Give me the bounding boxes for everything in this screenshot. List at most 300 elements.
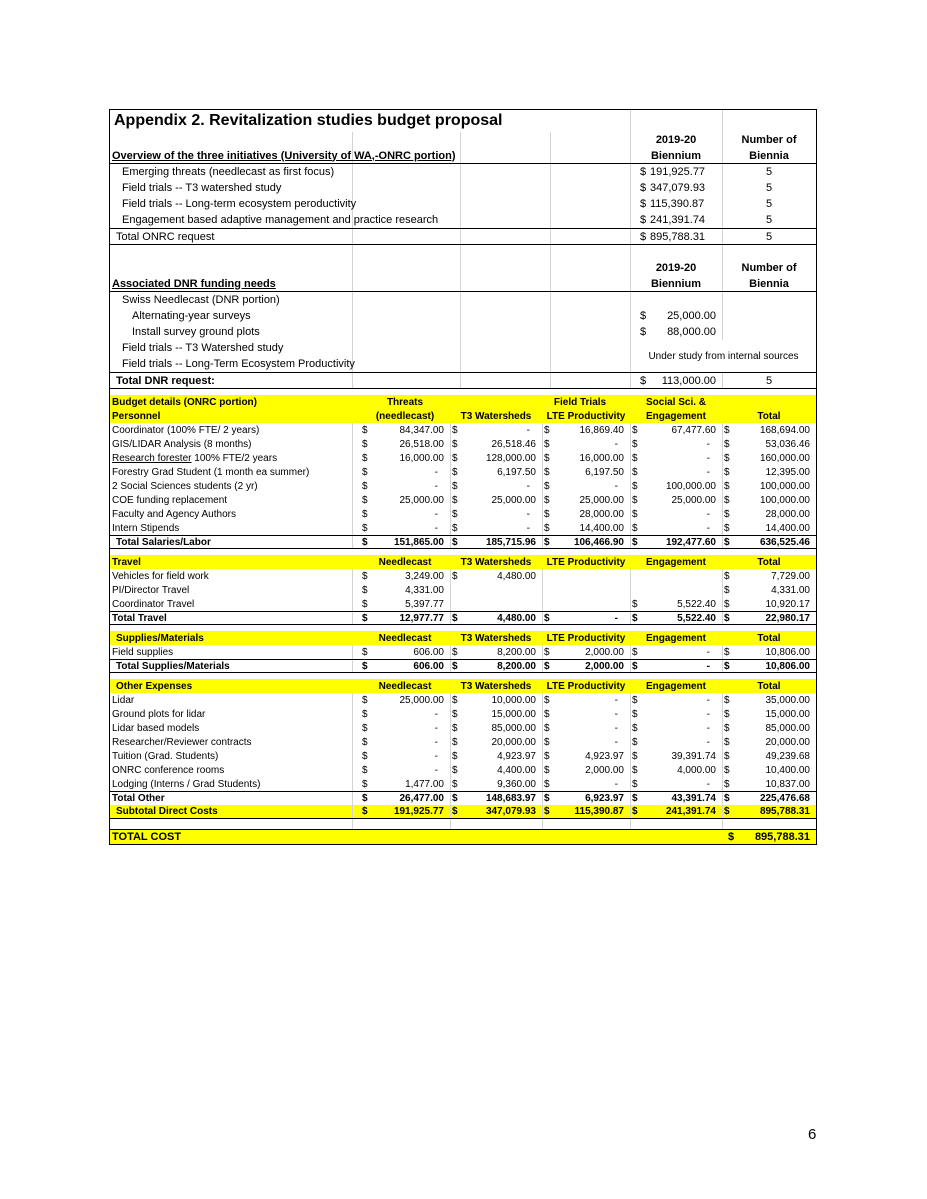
grid-line: [550, 132, 551, 148]
amount: 16,869.40: [579, 424, 624, 436]
row-label: Ground plots for lidar: [112, 708, 206, 720]
amount: 185,715.96: [485, 536, 536, 548]
grid-line: [550, 308, 551, 324]
amount: 12,395.00: [765, 466, 810, 478]
dollar-sign: $: [362, 494, 368, 506]
amount: -: [434, 764, 438, 776]
amount: 5,522.40: [677, 598, 716, 610]
grid-line: [352, 763, 353, 777]
dollar-sign: $: [632, 750, 638, 762]
dollar-sign: $: [640, 310, 647, 322]
dollar-sign: $: [362, 452, 368, 464]
other-row: [110, 749, 816, 763]
other-row: [110, 777, 816, 791]
amount: 4,480.00: [497, 612, 536, 624]
dollar-sign: $: [640, 214, 647, 226]
amount: 160,000.00: [759, 452, 810, 464]
row-label: Faculty and Agency Authors: [112, 508, 236, 520]
amount: 39,391.74: [671, 750, 716, 762]
dollar-sign: $: [544, 646, 550, 658]
amount: -: [614, 438, 618, 450]
grid-line: [352, 721, 353, 735]
grid-line: [630, 308, 631, 324]
amount: 100,000.00: [759, 480, 810, 492]
other-col-header: LTE Productivity: [546, 680, 626, 692]
amount: 14,400.00: [579, 522, 624, 534]
dollar-sign: $: [724, 646, 730, 658]
amount: 16,000.00: [399, 452, 444, 464]
other-row: [110, 721, 816, 735]
amount: -: [526, 522, 530, 534]
title: Appendix 2. Revitalization studies budget proposal: [114, 112, 503, 129]
grid-line: [630, 229, 631, 244]
dollar-sign: $: [452, 660, 458, 672]
dnr-total: [110, 372, 816, 389]
personnel-total: [110, 535, 816, 549]
grid-line: [352, 451, 353, 465]
dnr-number-header: Number of: [741, 262, 797, 274]
amount: -: [614, 612, 618, 624]
row-label: Lidar: [112, 694, 135, 706]
row-label: Total Supplies/Materials: [116, 660, 230, 672]
dollar-sign: $: [544, 508, 550, 520]
overview-header-2: [110, 148, 816, 164]
dollar-sign: $: [544, 806, 550, 817]
dollar-sign: $: [544, 522, 550, 534]
dollar-sign: $: [724, 722, 730, 734]
grid-line: [630, 324, 631, 340]
grid-line: [550, 373, 551, 388]
supplies-total: [110, 659, 816, 673]
dollar-sign: $: [724, 750, 730, 762]
grid-line: [630, 110, 631, 132]
dollar-sign: $: [724, 778, 730, 790]
amount: 15,000.00: [765, 708, 810, 720]
amount: -: [526, 480, 530, 492]
amount: 4,000.00: [677, 764, 716, 776]
row-label: Coordinator Travel: [112, 598, 195, 610]
dollar-sign: $: [544, 750, 550, 762]
travel-row: [110, 569, 816, 583]
budget-header-1: [110, 395, 816, 409]
amount: -: [434, 508, 438, 520]
amount: 15,000.00: [491, 708, 536, 720]
initiative-label: Emerging threats (needlecast as first focus): [122, 166, 335, 178]
amount: -: [706, 508, 710, 520]
amount: -: [434, 466, 438, 478]
grid-line: [630, 212, 631, 228]
amount: 128,000.00: [485, 452, 536, 464]
amount: 25,000.00: [399, 494, 444, 506]
row-label: Total Salaries/Labor: [116, 536, 211, 548]
dollar-sign: $: [362, 806, 368, 817]
amount: 22,980.17: [765, 612, 810, 624]
overview-total: [110, 228, 816, 244]
spacer-row: [110, 244, 816, 260]
travel-col-header: LTE Productivity: [546, 556, 626, 568]
row-label: Coordinator (100% FTE/ 2 years): [112, 424, 260, 436]
amount: -: [434, 480, 438, 492]
amount: 4,331.00: [405, 584, 444, 596]
amount: 8,200.00: [497, 646, 536, 658]
row-label-underlined: Research forester: [112, 452, 192, 464]
amount: -: [434, 722, 438, 734]
amount: -: [434, 522, 438, 534]
dollar-sign: $: [632, 646, 638, 658]
amount: -: [614, 480, 618, 492]
total-dnr-amount: 113,000.00: [661, 374, 716, 387]
dnr-header-1: [110, 260, 816, 276]
dollar-sign: $: [544, 708, 550, 720]
travel-col-header: Engagement: [645, 556, 706, 568]
amount: 106,466.90: [573, 536, 624, 548]
supplies-col-header: LTE Productivity: [546, 632, 626, 644]
grid-line: [722, 819, 723, 829]
dnr-number-header-2: Biennia: [749, 277, 789, 290]
amount: 3,249.00: [405, 570, 444, 582]
grid-line: [352, 569, 353, 583]
dollar-sign: $: [362, 778, 368, 790]
row-label: COE funding replacement: [112, 494, 228, 506]
grid-line: [352, 777, 353, 791]
dollar-sign: $: [724, 480, 730, 492]
initiative-amount: 347,079.93: [650, 182, 706, 194]
amount: -: [614, 708, 618, 720]
dollar-sign: $: [632, 508, 638, 520]
page-number: 6: [808, 1126, 817, 1143]
grid-line: [550, 229, 551, 244]
overview-row: [110, 212, 816, 228]
amount: 84,347.00: [399, 424, 444, 436]
initiative-biennia: 5: [765, 182, 773, 194]
amount: 100,000.00: [759, 494, 810, 506]
swiss-label: Swiss Needlecast (DNR portion): [122, 294, 280, 306]
grid-line: [460, 373, 461, 388]
total-header: Total: [757, 410, 781, 422]
other-total: [110, 791, 816, 805]
dollar-sign: $: [362, 424, 368, 436]
amount: 241,391.74: [665, 806, 716, 817]
amount: 25,000.00: [579, 494, 624, 506]
dollar-sign: $: [362, 612, 368, 624]
personnel-row: [110, 493, 816, 507]
travel-heading: Travel: [112, 556, 141, 568]
dollar-sign: $: [452, 646, 458, 658]
dollar-sign: $: [544, 694, 550, 706]
amount: 1,477.00: [405, 778, 444, 790]
dollar-sign: $: [544, 494, 550, 506]
other-row: [110, 763, 816, 777]
dollar-sign: $: [452, 612, 458, 624]
dollar-sign: $: [452, 708, 458, 720]
dollar-sign: $: [632, 536, 638, 548]
amount: -: [706, 452, 710, 464]
overview-header-1: [110, 132, 816, 148]
grid-line: [550, 276, 551, 291]
travel-col-header: Needlecast: [378, 556, 432, 568]
amount: 25,000.00: [491, 494, 536, 506]
dnr-heading: Associated DNR funding needs: [112, 277, 276, 290]
grid-line: [630, 583, 631, 597]
other-row: [110, 707, 816, 721]
grid-line: [630, 180, 631, 196]
dollar-sign: $: [640, 182, 647, 194]
amount: 35,000.00: [765, 694, 810, 706]
amount: -: [706, 660, 710, 672]
dollar-sign: $: [452, 438, 458, 450]
dollar-sign: $: [452, 722, 458, 734]
initiative-amount: 241,391.74: [650, 214, 706, 226]
amount: 4,923.97: [497, 750, 536, 762]
dollar-sign: $: [724, 694, 730, 706]
grid-line: [450, 819, 451, 829]
dollar-sign: $: [724, 660, 730, 672]
field-trials-header: Field Trials: [553, 396, 607, 408]
other-col-header: Total: [757, 680, 781, 692]
amount: 100,000.00: [665, 480, 716, 492]
dollar-sign: $: [452, 466, 458, 478]
row-label: Total Other: [112, 793, 165, 804]
dollar-sign: $: [632, 736, 638, 748]
budget-sheet: [109, 109, 817, 845]
budget-header-2: [110, 409, 816, 423]
amount: 10,806.00: [765, 660, 810, 672]
grid-line: [352, 521, 353, 535]
travel-header: [110, 555, 816, 569]
grid-line: [630, 196, 631, 212]
dollar-sign: $: [632, 452, 638, 464]
amount: 606.00: [413, 660, 444, 672]
amount: 10,837.00: [765, 778, 810, 790]
grid-line: [630, 819, 631, 829]
needlecast-header: (needlecast): [375, 410, 435, 422]
amount: 28,000.00: [579, 508, 624, 520]
amount: 225,476.68: [759, 793, 810, 804]
personnel-row: [110, 507, 816, 521]
amount: 28,000.00: [765, 508, 810, 520]
t3-label: Field trials -- T3 Watershed study: [122, 342, 284, 354]
grid-line: [352, 507, 353, 521]
amount: -: [706, 778, 710, 790]
amount: 43,391.74: [671, 793, 716, 804]
grid-line: [722, 324, 723, 340]
amount: 53,036.46: [765, 438, 810, 450]
dollar-sign: $: [544, 452, 550, 464]
dollar-sign: $: [544, 536, 550, 548]
initiative-biennia: 5: [765, 198, 773, 210]
row-label: Researcher/Reviewer contracts: [112, 736, 252, 748]
dollar-sign: $: [362, 708, 368, 720]
dollar-sign: $: [728, 831, 735, 843]
dollar-sign: $: [724, 708, 730, 720]
amount: 4,400.00: [497, 764, 536, 776]
grid-line: [352, 260, 353, 276]
t3-header: T3 Watersheds: [460, 410, 532, 422]
row-label: Tuition (Grad. Students): [112, 750, 219, 762]
budget-section-heading: Budget details (ONRC portion): [112, 396, 257, 408]
amount: 16,000.00: [579, 452, 624, 464]
amount: 9,360.00: [497, 778, 536, 790]
amount: 49,239.68: [765, 750, 810, 762]
dollar-sign: $: [632, 438, 638, 450]
title-row: [110, 110, 816, 132]
row-label: Lidar based models: [112, 722, 200, 734]
overview-heading: Overview of the three initiatives (University of WA,-ONRC portion): [112, 149, 456, 162]
dollar-sign: $: [632, 480, 638, 492]
supplies-col-header: Needlecast: [378, 632, 432, 644]
total-onrc-amount: 895,788.31: [650, 230, 706, 243]
subtotal-row: [110, 805, 816, 819]
dollar-sign: $: [452, 570, 458, 582]
other-row: [110, 693, 816, 707]
dnr-biennium-header: 2019-20: [655, 262, 697, 274]
amount: 25,000.00: [399, 694, 444, 706]
amount: 67,477.60: [671, 424, 716, 436]
travel-col-header: Total: [757, 556, 781, 568]
dollar-sign: $: [544, 466, 550, 478]
amount: 20,000.00: [491, 736, 536, 748]
row-label-rest: 100% FTE/2 years: [191, 452, 278, 464]
dollar-sign: $: [724, 736, 730, 748]
dollar-sign: $: [362, 646, 368, 658]
number-header-2: Biennia: [749, 149, 789, 162]
grid-line: [550, 292, 551, 308]
total-dnr-label: Total DNR request:: [116, 374, 215, 387]
travel-col-header: T3 Watersheds: [460, 556, 532, 568]
amount: -: [706, 466, 710, 478]
row-label: [112, 451, 352, 465]
personnel-row: [110, 465, 816, 479]
initiative-amount: 191,925.77: [650, 166, 706, 178]
amount: 26,477.00: [399, 793, 444, 804]
other-heading: Other Expenses: [116, 680, 193, 692]
amount: 4,480.00: [497, 570, 536, 582]
amount: 151,865.00: [393, 536, 444, 548]
dollar-sign: $: [362, 736, 368, 748]
dollar-sign: $: [452, 750, 458, 762]
amount: 10,806.00: [765, 646, 810, 658]
dollar-sign: $: [544, 612, 550, 624]
total-cost-amount: 895,788.31: [754, 831, 810, 843]
amount: -: [434, 750, 438, 762]
dollar-sign: $: [724, 612, 730, 624]
grid-line: [352, 819, 353, 829]
amount: 347,079.93: [485, 806, 536, 817]
supplies-col-header: Total: [757, 632, 781, 644]
amount: -: [614, 778, 618, 790]
grid-line: [352, 597, 353, 611]
dollar-sign: $: [452, 508, 458, 520]
amount: 192,477.60: [665, 536, 716, 548]
grid-line: [460, 229, 461, 244]
supplies-row: [110, 645, 816, 659]
dollar-sign: $: [632, 522, 638, 534]
personnel-row: [110, 423, 816, 437]
dnr-alt: [110, 308, 816, 324]
amount: -: [706, 722, 710, 734]
travel-row: [110, 597, 816, 611]
grid-line: [630, 164, 631, 180]
amount: 148,683.97: [485, 793, 536, 804]
grid-line: [460, 132, 461, 148]
biennium-header: 2019-20: [655, 134, 697, 146]
other-col-header: Engagement: [645, 680, 706, 692]
amount: -: [526, 424, 530, 436]
dollar-sign: $: [452, 522, 458, 534]
amount: -: [706, 708, 710, 720]
dollar-sign: $: [452, 424, 458, 436]
grid-line: [352, 645, 353, 659]
dnr-biennium-header-2: Biennium: [650, 277, 702, 290]
dollar-sign: $: [724, 598, 730, 610]
dollar-sign: $: [452, 452, 458, 464]
amount: 14,400.00: [765, 522, 810, 534]
personnel-row: [110, 437, 816, 451]
amount: 2,000.00: [585, 646, 624, 658]
grid-line: [460, 324, 461, 340]
dollar-sign: $: [724, 764, 730, 776]
dollar-sign: $: [632, 424, 638, 436]
dollar-sign: $: [632, 612, 638, 624]
grid-line: [352, 465, 353, 479]
amount: 4,923.97: [585, 750, 624, 762]
dollar-sign: $: [452, 764, 458, 776]
amount: 8,200.00: [497, 660, 536, 672]
dollar-sign: $: [640, 374, 647, 387]
amount: -: [614, 736, 618, 748]
grid-line: [352, 245, 353, 260]
dollar-sign: $: [640, 326, 647, 338]
grid-line: [630, 292, 631, 308]
grid-line: [550, 245, 551, 260]
amount: 5,397.77: [405, 598, 444, 610]
personnel-row: [110, 521, 816, 535]
grid-line: [550, 260, 551, 276]
dollar-sign: $: [544, 736, 550, 748]
amount: 5,522.40: [677, 612, 716, 624]
amount: -: [614, 722, 618, 734]
amount: 168,694.00: [759, 424, 810, 436]
amount: 26,518.46: [491, 438, 536, 450]
amount: 10,000.00: [491, 694, 536, 706]
amount: 895,788.31: [759, 806, 810, 817]
amount: 6,197.50: [585, 466, 624, 478]
grid-line: [542, 819, 543, 829]
grid-line: [352, 423, 353, 437]
initiative-label: Field trials -- Long-term ecosystem peroductivity: [122, 198, 357, 210]
dollar-sign: $: [362, 570, 368, 582]
grid-line: [352, 792, 353, 805]
dollar-sign: $: [724, 522, 730, 534]
amount: -: [434, 708, 438, 720]
other-col-header: Needlecast: [378, 680, 432, 692]
row-label: 2 Social Sciences students (2 yr): [112, 480, 258, 492]
total-onrc-label: Total ONRC request: [116, 230, 215, 243]
grid-line: [450, 597, 451, 611]
dollar-sign: $: [544, 438, 550, 450]
biennium-header-2: Biennium: [650, 149, 702, 162]
grid-line: [630, 245, 631, 260]
dollar-sign: $: [362, 764, 368, 776]
total-cost-row: [110, 829, 816, 844]
supplies-heading: Supplies/Materials: [116, 632, 204, 644]
amount: 636,525.46: [759, 536, 810, 548]
grid-line: [352, 583, 353, 597]
dollar-sign: $: [640, 230, 647, 243]
row-label: PI/Director Travel: [112, 584, 190, 596]
dollar-sign: $: [362, 660, 368, 672]
overview-row: [110, 180, 816, 196]
